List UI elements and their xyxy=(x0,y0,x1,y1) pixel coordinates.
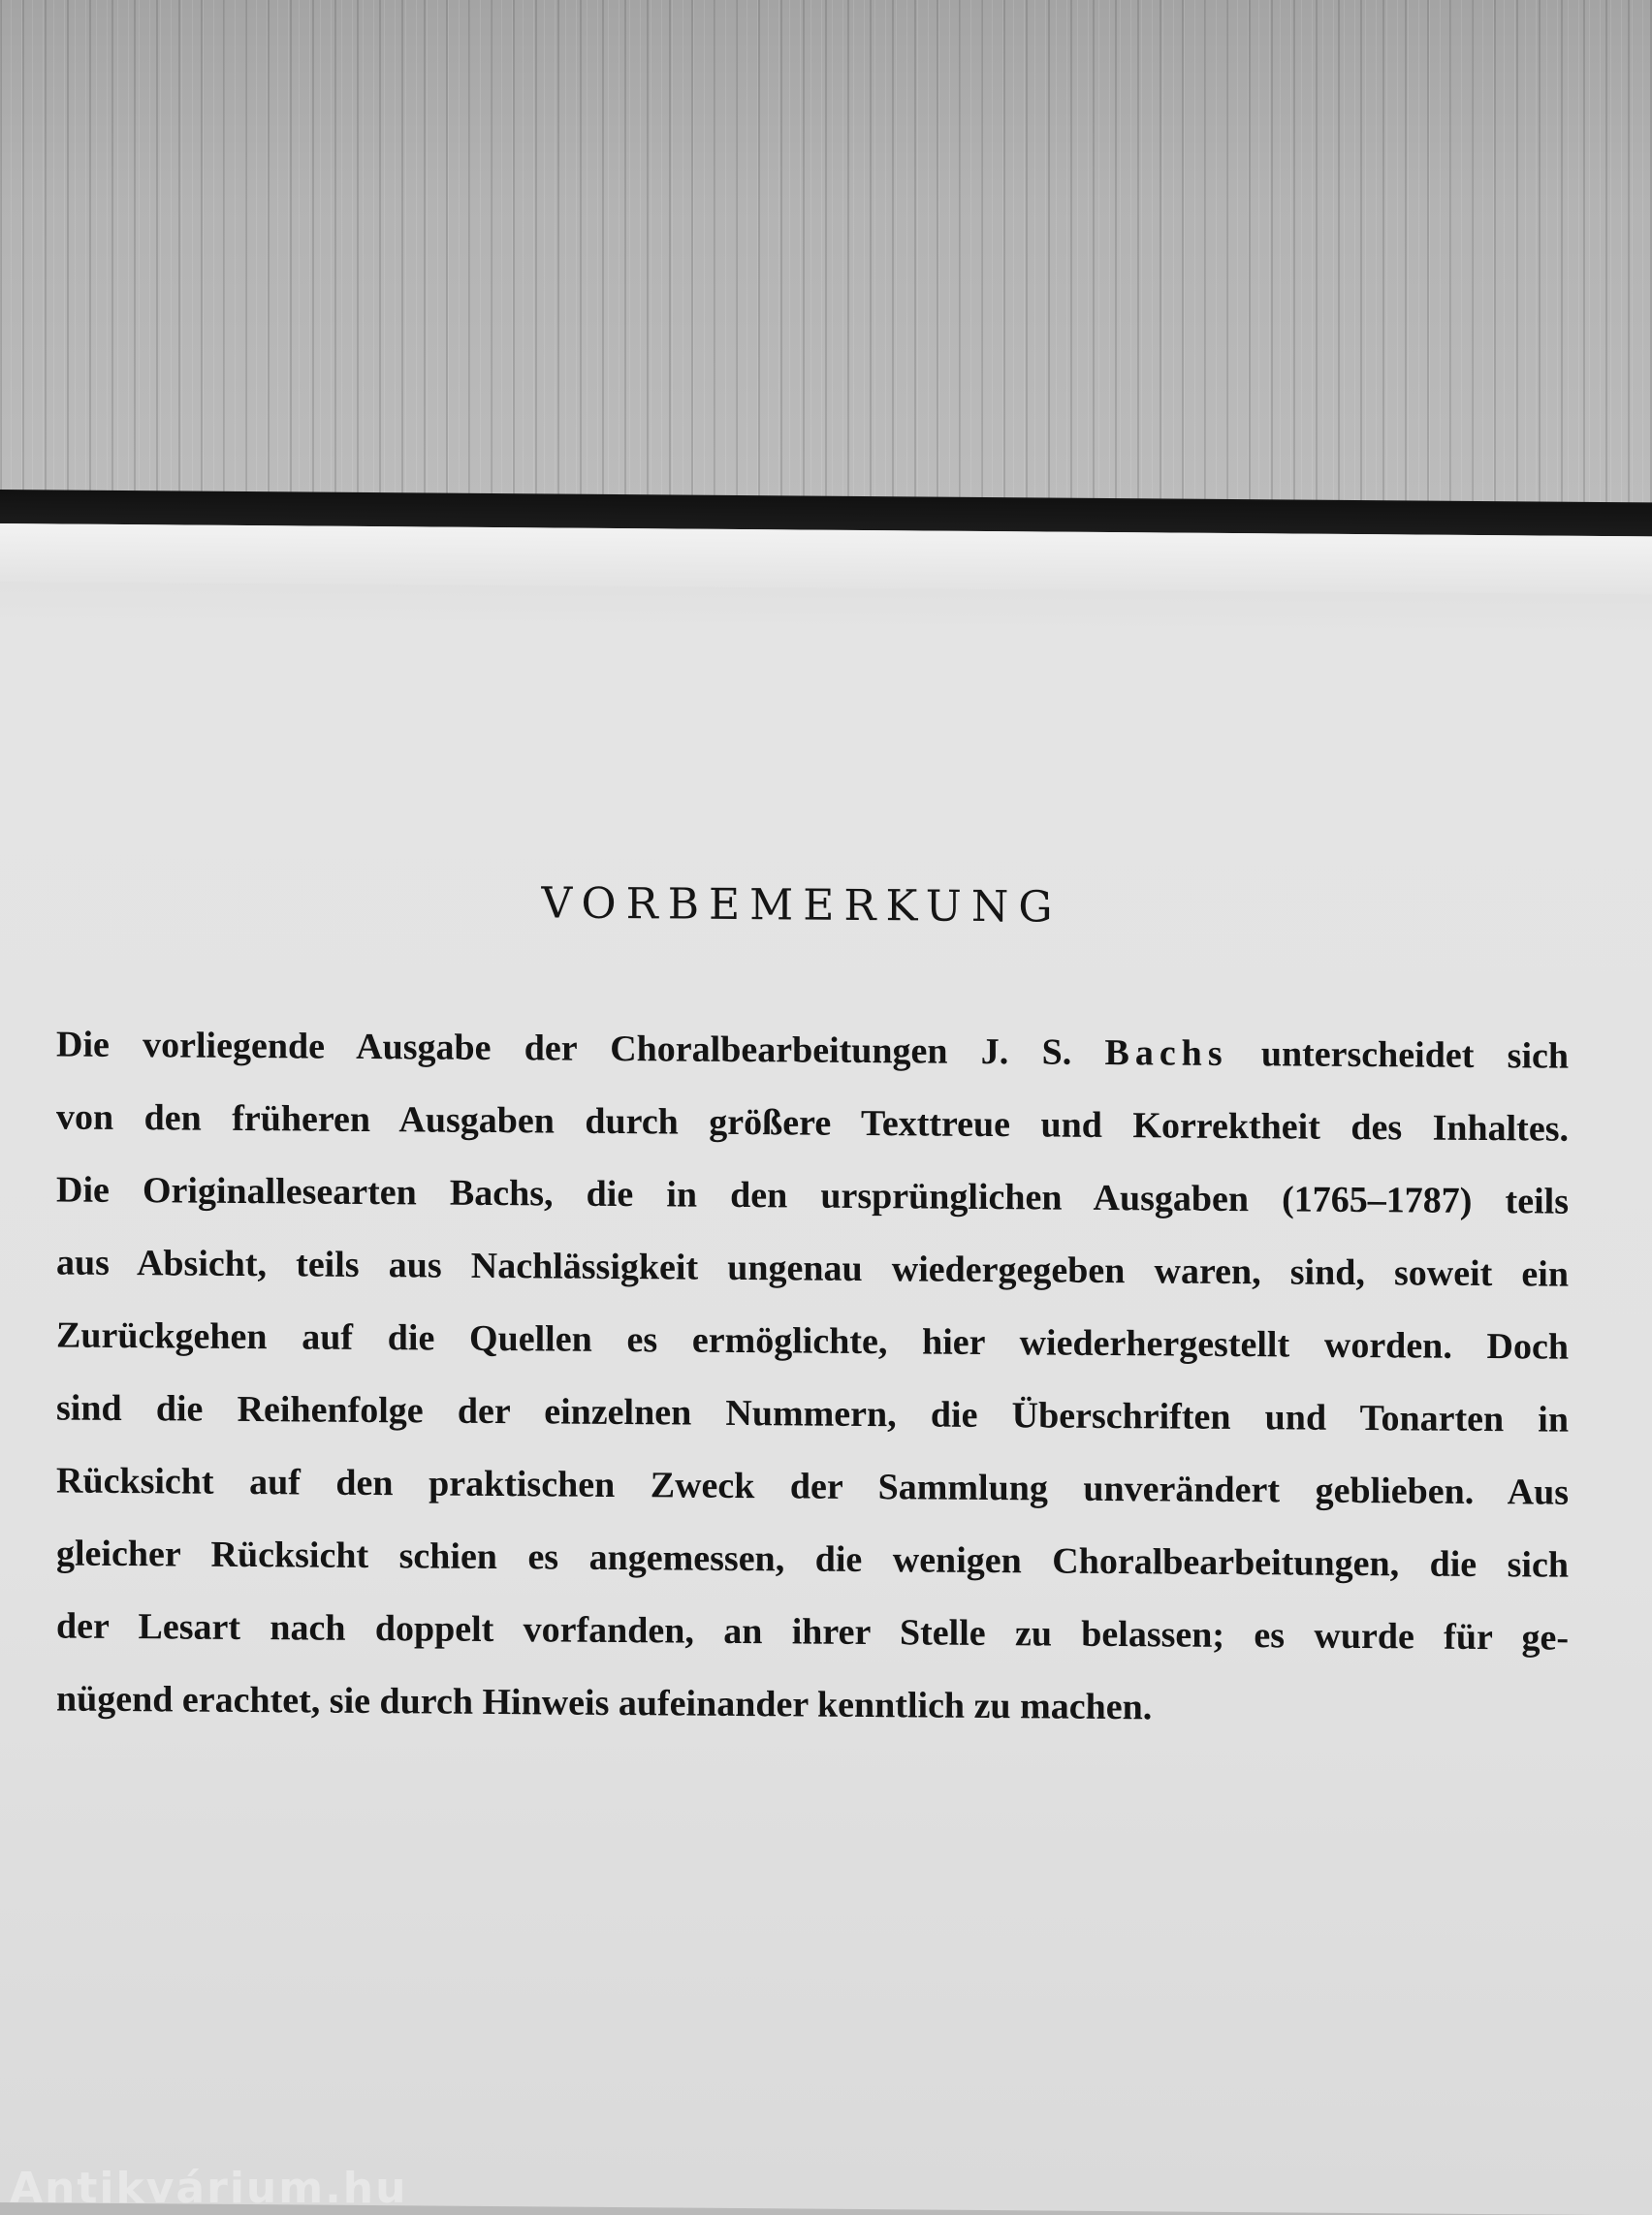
paragraph-line: sind die Reihenfolge der einzelnen Nummern, die Überschriften und Tonarten in xyxy=(56,1387,1569,1440)
paragraph-line: gleicher Rücksicht schien es angemessen, die wenigen Choralbearbeitungen, die sich xyxy=(56,1533,1569,1586)
book-page xyxy=(0,523,1652,2215)
paragraph-line: aus Absicht, teils aus Nachlässigkeit ungenau wiedergegeben waren, sind, soweit ein xyxy=(56,1242,1569,1295)
paragraph-line xyxy=(56,1008,1569,1092)
preface-paragraph xyxy=(56,1008,1569,1747)
paragraph-line: der Lesart nach doppelt vorfanden, an ihrer Stelle zu belassen; es wurde für ge- xyxy=(56,1605,1569,1659)
paragraph-line: nügend erachtet, sie durch Hinweis aufeinander kenntlich zu machen. xyxy=(56,1678,1153,1728)
background-surface xyxy=(0,0,1652,504)
line-text-end: unterscheidet sich xyxy=(1227,1032,1569,1077)
paragraph-line: Rücksicht auf den praktischen Zweck der Sammlung unverändert geblieben. Aus xyxy=(56,1460,1569,1513)
line-text-start: Die vorliegende Ausgabe der Choralbearbeitungen J. S. xyxy=(56,1024,1105,1073)
bachs-spaced-name: Bachs xyxy=(1104,1031,1228,1074)
paragraph-line: von den früheren Ausgaben durch größere Texttreue und Korrektheit des Inhaltes. xyxy=(56,1096,1569,1150)
paragraph-line: Zurückgehen auf die Quellen es ermöglichte, hier wiederhergestellt worden. Doch xyxy=(56,1314,1569,1368)
page-heading: VORBEMERKUNG xyxy=(541,878,1063,933)
watermark: Antikvárium.hu xyxy=(10,2164,408,2213)
page-top-edge xyxy=(0,523,1652,594)
paragraph-line: Die Originallesearten Bachs, die in den ursprünglichen Ausgaben (1765–1787) teils xyxy=(56,1169,1569,1222)
